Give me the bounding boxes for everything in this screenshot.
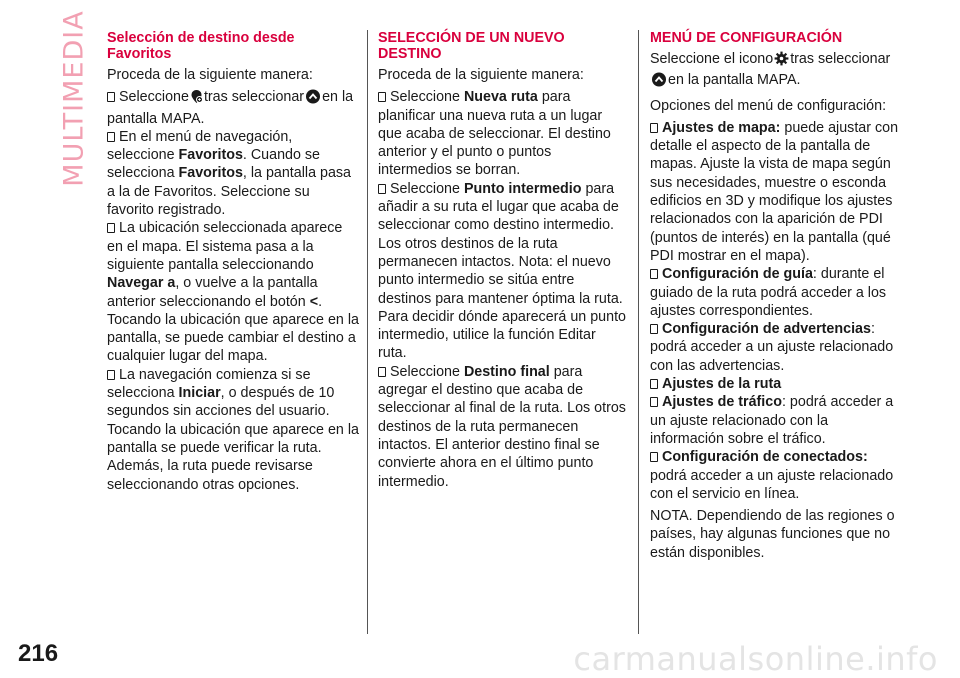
checkbox-bullet-icon <box>107 92 115 102</box>
list-item: Configuración de advertencias: podrá acceder a un ajuste relacionado con las advertencias. <box>650 321 894 374</box>
checkbox-bullet-icon <box>650 123 658 133</box>
list-item: Configuración de conectados: podrá acceder a un ajuste relacionado con el servicio en línea. <box>650 449 894 502</box>
checkbox-bullet-icon <box>650 452 658 462</box>
paragraph: Tocando la ubicación que aparece en la pantalla se puede verificar la ruta. Además, la ruta puede revisarse seleccionando otras opciones. <box>107 421 359 493</box>
list-item: En el menú de navegación, seleccione Favoritos. Cuando se selecciona Favoritos, la pantalla pasa a la de Favoritos. Seleccione su favorito registrado. <box>107 128 352 219</box>
list-item: Configuración de guía: durante el guiado de la ruta podrá acceder a los ajustes correspondientes. <box>650 266 887 319</box>
list-item: Seleccione tras seleccionar en la pantalla MAPA. <box>107 89 354 127</box>
checkbox-bullet-icon <box>650 397 658 407</box>
checkbox-bullet-icon <box>650 324 658 334</box>
note-paragraph: NOTA. Dependiendo de las regiones o países, hay algunas funciones que no están disponibles. <box>650 508 895 561</box>
column-new-destination <box>378 30 626 491</box>
list-item: La navegación comienza si se selecciona Iniciar, o después de 10 segundos sin acciones del usuario. <box>107 366 335 420</box>
checkbox-bullet-icon <box>378 184 386 194</box>
checkbox-bullet-icon <box>107 370 115 380</box>
side-title-text: MULTIMEDIA <box>58 9 90 187</box>
new-destination-heading: SELECCIÓN DE UN NUEVO DESTINO <box>378 30 565 62</box>
menu-chevron-icon <box>305 89 321 109</box>
page-number: 216 <box>18 640 59 667</box>
checkbox-bullet-icon <box>107 132 115 142</box>
list-item: Ajustes de tráfico: podrá acceder a un ajuste relacionado con la información sobre el tráfico. <box>650 394 894 447</box>
menu-chevron-icon <box>651 72 667 92</box>
checkbox-bullet-icon <box>650 269 658 279</box>
checkbox-bullet-icon <box>107 223 115 233</box>
list-item: Seleccione Nueva ruta para planificar una nueva ruta a un lugar que acaba de seleccionar. El destino anterior y el punto o puntos intermedios se borran. <box>378 89 611 179</box>
paragraph: Tocando la ubicación que aparece en la pantalla, se puede cambiar el destino a cualquier lugar del mapa. <box>107 311 359 365</box>
paragraph: Opciones del menú de configuración: <box>650 97 887 114</box>
favorites-intro: Proceda de la siguiente manera: <box>107 67 313 83</box>
column-divider <box>367 30 368 634</box>
list-item: Ajustes de mapa: puede ajustar con detalle el aspecto de la pantalla de mapas. Ajuste la vista de mapa según sus necesidades, muestre o esconda edificios en 3D y modifique los ajustes relacionados con la aparición de PDI (puntos de interés) en la pantalla (qué PDI mostrar en el mapa). <box>650 119 899 264</box>
checkbox-bullet-icon <box>378 92 386 102</box>
column-settings-menu <box>650 30 902 566</box>
favorites-heading: Selección de destino desde Favoritos <box>107 30 295 62</box>
checkbox-bullet-icon <box>650 379 658 389</box>
paragraph: Seleccione el icono tras seleccionar en la pantalla MAPA. <box>650 50 902 93</box>
list-item: Seleccione Punto intermedio para añadir a su ruta el lugar que acaba de seleccionar como destino intermedio. Los otros destinos de la ruta permanecen intactos. Nota: el nuevo punto intermedio se sitúa entre destinos para mantener óptima la ruta. Para decidir dónde aparecerá un punto intermedio, utilice la función Editar ruta. <box>378 180 626 362</box>
list-item: La ubicación seleccionada aparece en el mapa. El sistema pasa a la siguiente pantalla seleccionando Navegar a, o vuelve a la pantalla anterior seleccionando el botón <. <box>107 220 343 310</box>
watermark: carmanualsonline.info <box>573 640 938 678</box>
column-divider <box>638 30 639 634</box>
settings-menu-heading: MENÚ DE CONFIGURACIÓN <box>650 30 843 46</box>
list-item: Ajustes de la ruta <box>650 375 902 393</box>
settings-gear-icon <box>774 51 789 71</box>
section-side-title <box>56 9 92 187</box>
checkbox-bullet-icon <box>378 367 386 377</box>
list-item: Seleccione Destino final para agregar el destino que acaba de seleccionar al final de la ruta. Los otros destinos de la ruta permanecen intactos. El anterior destino final se convierte ahora en el último punto intermedio. <box>378 363 626 490</box>
column-favorites <box>107 30 359 494</box>
new-destination-intro: Proceda de la siguiente manera: <box>378 67 584 83</box>
favorites-pin-icon <box>190 89 203 109</box>
